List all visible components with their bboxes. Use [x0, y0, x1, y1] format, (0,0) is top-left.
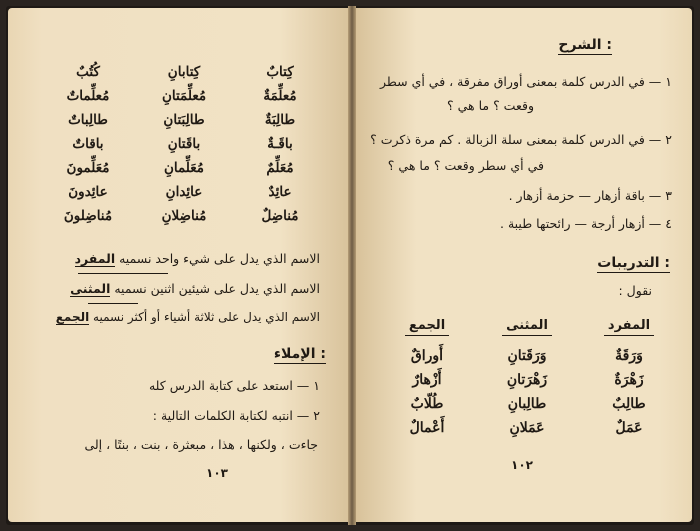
sharh-item-3: ٣ — باقة أزهار — حزمة أزهار . [508, 188, 672, 203]
open-book [6, 6, 694, 525]
column-plural [387, 314, 467, 440]
table-row [38, 108, 328, 132]
sharh-item-4: ٤ — أزهار أرجة — رائحتها طيبة . [500, 216, 672, 231]
imla-item-1: ١ — استعد على كتابة الدرس كله [148, 378, 320, 393]
plural-word: مُعلِّماتٌ [66, 88, 110, 104]
example-word: طالِبٌ [612, 396, 646, 412]
left-page [8, 8, 348, 522]
singular-word: مُناضِلٌ [261, 208, 299, 224]
page-number-right: ١٠٢ [511, 458, 533, 472]
naqul-label: نقول : [618, 283, 652, 298]
example-word: وَرَقَتانِ [507, 348, 547, 364]
example-word: عَمَلانِ [509, 420, 545, 436]
table-row [38, 84, 328, 108]
plural-word: باقاتٌ [72, 136, 104, 152]
dual-word: طالِبَتانِ [163, 112, 205, 128]
sharh-item-1: ١ — في الدرس كلمة بمعنى أوراق مفرقة ، في أي سطر [379, 74, 672, 89]
example-word: طالِبانِ [507, 396, 547, 412]
table-row [38, 60, 328, 84]
word-table [38, 60, 328, 228]
column-header: المفرد [604, 318, 654, 336]
term-plural: الجمع [55, 310, 90, 324]
plural-word: عائِدونَ [68, 184, 108, 200]
example-word: زَهْرَتانِ [506, 372, 548, 388]
term-dual: المثنى [70, 281, 111, 296]
table-row [38, 132, 328, 156]
column-header: الجمع [405, 318, 449, 336]
page-number-left: ١٠٣ [206, 466, 228, 480]
singular-word: عائِدٌ [268, 184, 292, 200]
sharh-heading: الشرح : [558, 37, 612, 53]
book-spine [348, 6, 356, 525]
right-page [356, 8, 692, 522]
tadribat-heading-wrap [597, 252, 670, 271]
singular-word: كِتابٌ [266, 64, 294, 80]
tadribat-heading: التدريبات : [597, 255, 670, 271]
dual-word: عائِدانِ [165, 184, 203, 200]
example-word: وَرَقَةٌ [615, 348, 643, 364]
dual-word: مُناضِلانِ [161, 208, 207, 224]
singular-word: باقَـةٌ [267, 136, 293, 152]
column-header: المثنى [502, 318, 552, 336]
example-word: أَعْمالٌ [409, 420, 445, 436]
sharh-heading-wrap [558, 34, 612, 53]
plural-word: مُناضِلونَ [63, 208, 113, 224]
example-word: زَهْرَةٌ [614, 372, 644, 388]
example-word: عَمَلٌ [615, 420, 643, 436]
column-dual [487, 314, 567, 440]
imla-heading-wrap [274, 343, 326, 362]
example-word: أَوراقٌ [410, 348, 444, 364]
singular-word: مُعلِّمَةٌ [263, 88, 297, 104]
plural-word: مُعَلِّمونَ [66, 160, 110, 176]
sharh-item-2: ٢ — في الدرس كلمة بمعنى سلة الزبالة . كم مرة ذكرت ؟ [370, 132, 672, 147]
dual-word: باقَتانِ [167, 136, 201, 152]
table-row [38, 204, 328, 228]
dual-word: مُعَلِّمانِ [163, 160, 205, 176]
table-row [38, 180, 328, 204]
definition-plural: الاسم الذي يدل على ثلاثة أشياء أو أكثر نسميه الجمع [55, 310, 320, 324]
imla-heading: الإملاء : [273, 346, 326, 362]
underline [78, 273, 168, 274]
dual-word: مُعلِّمَتانِ [161, 88, 207, 104]
imla-item-2: ٢ — انتبه لكتابة الكلمات التالية : [152, 408, 320, 423]
example-word: أَزْهارٌ [412, 372, 442, 388]
dual-word: كِتابانِ [167, 64, 201, 80]
singular-word: مُعَلِّمٌ [266, 160, 294, 176]
example-word: طُلّابٌ [410, 396, 444, 412]
sharh-item-2-cont: في أي سطر وقعت ؟ ما هي ؟ [387, 158, 544, 173]
column-singular [594, 314, 664, 440]
definition-singular: الاسم الذي يدل على شيء واحد نسميه المفرد [74, 251, 320, 266]
table-row [38, 156, 328, 180]
underline [88, 303, 138, 304]
plural-word: كُتُبٌ [76, 64, 100, 80]
term-singular: المفرد [74, 251, 116, 266]
plural-word: طالِباتٌ [68, 112, 108, 128]
imla-words: جاءت ، ولكنها ، هذا ، مبعثرة ، بنت ، بنتًا ، إلى [84, 437, 318, 452]
singular-word: طالِبَةٌ [264, 112, 296, 128]
sharh-item-1-cont: وقعت ؟ ما هي ؟ [447, 98, 534, 113]
definition-dual: الاسم الذي يدل على شيئين اثنين نسميه المثنى [70, 281, 320, 296]
